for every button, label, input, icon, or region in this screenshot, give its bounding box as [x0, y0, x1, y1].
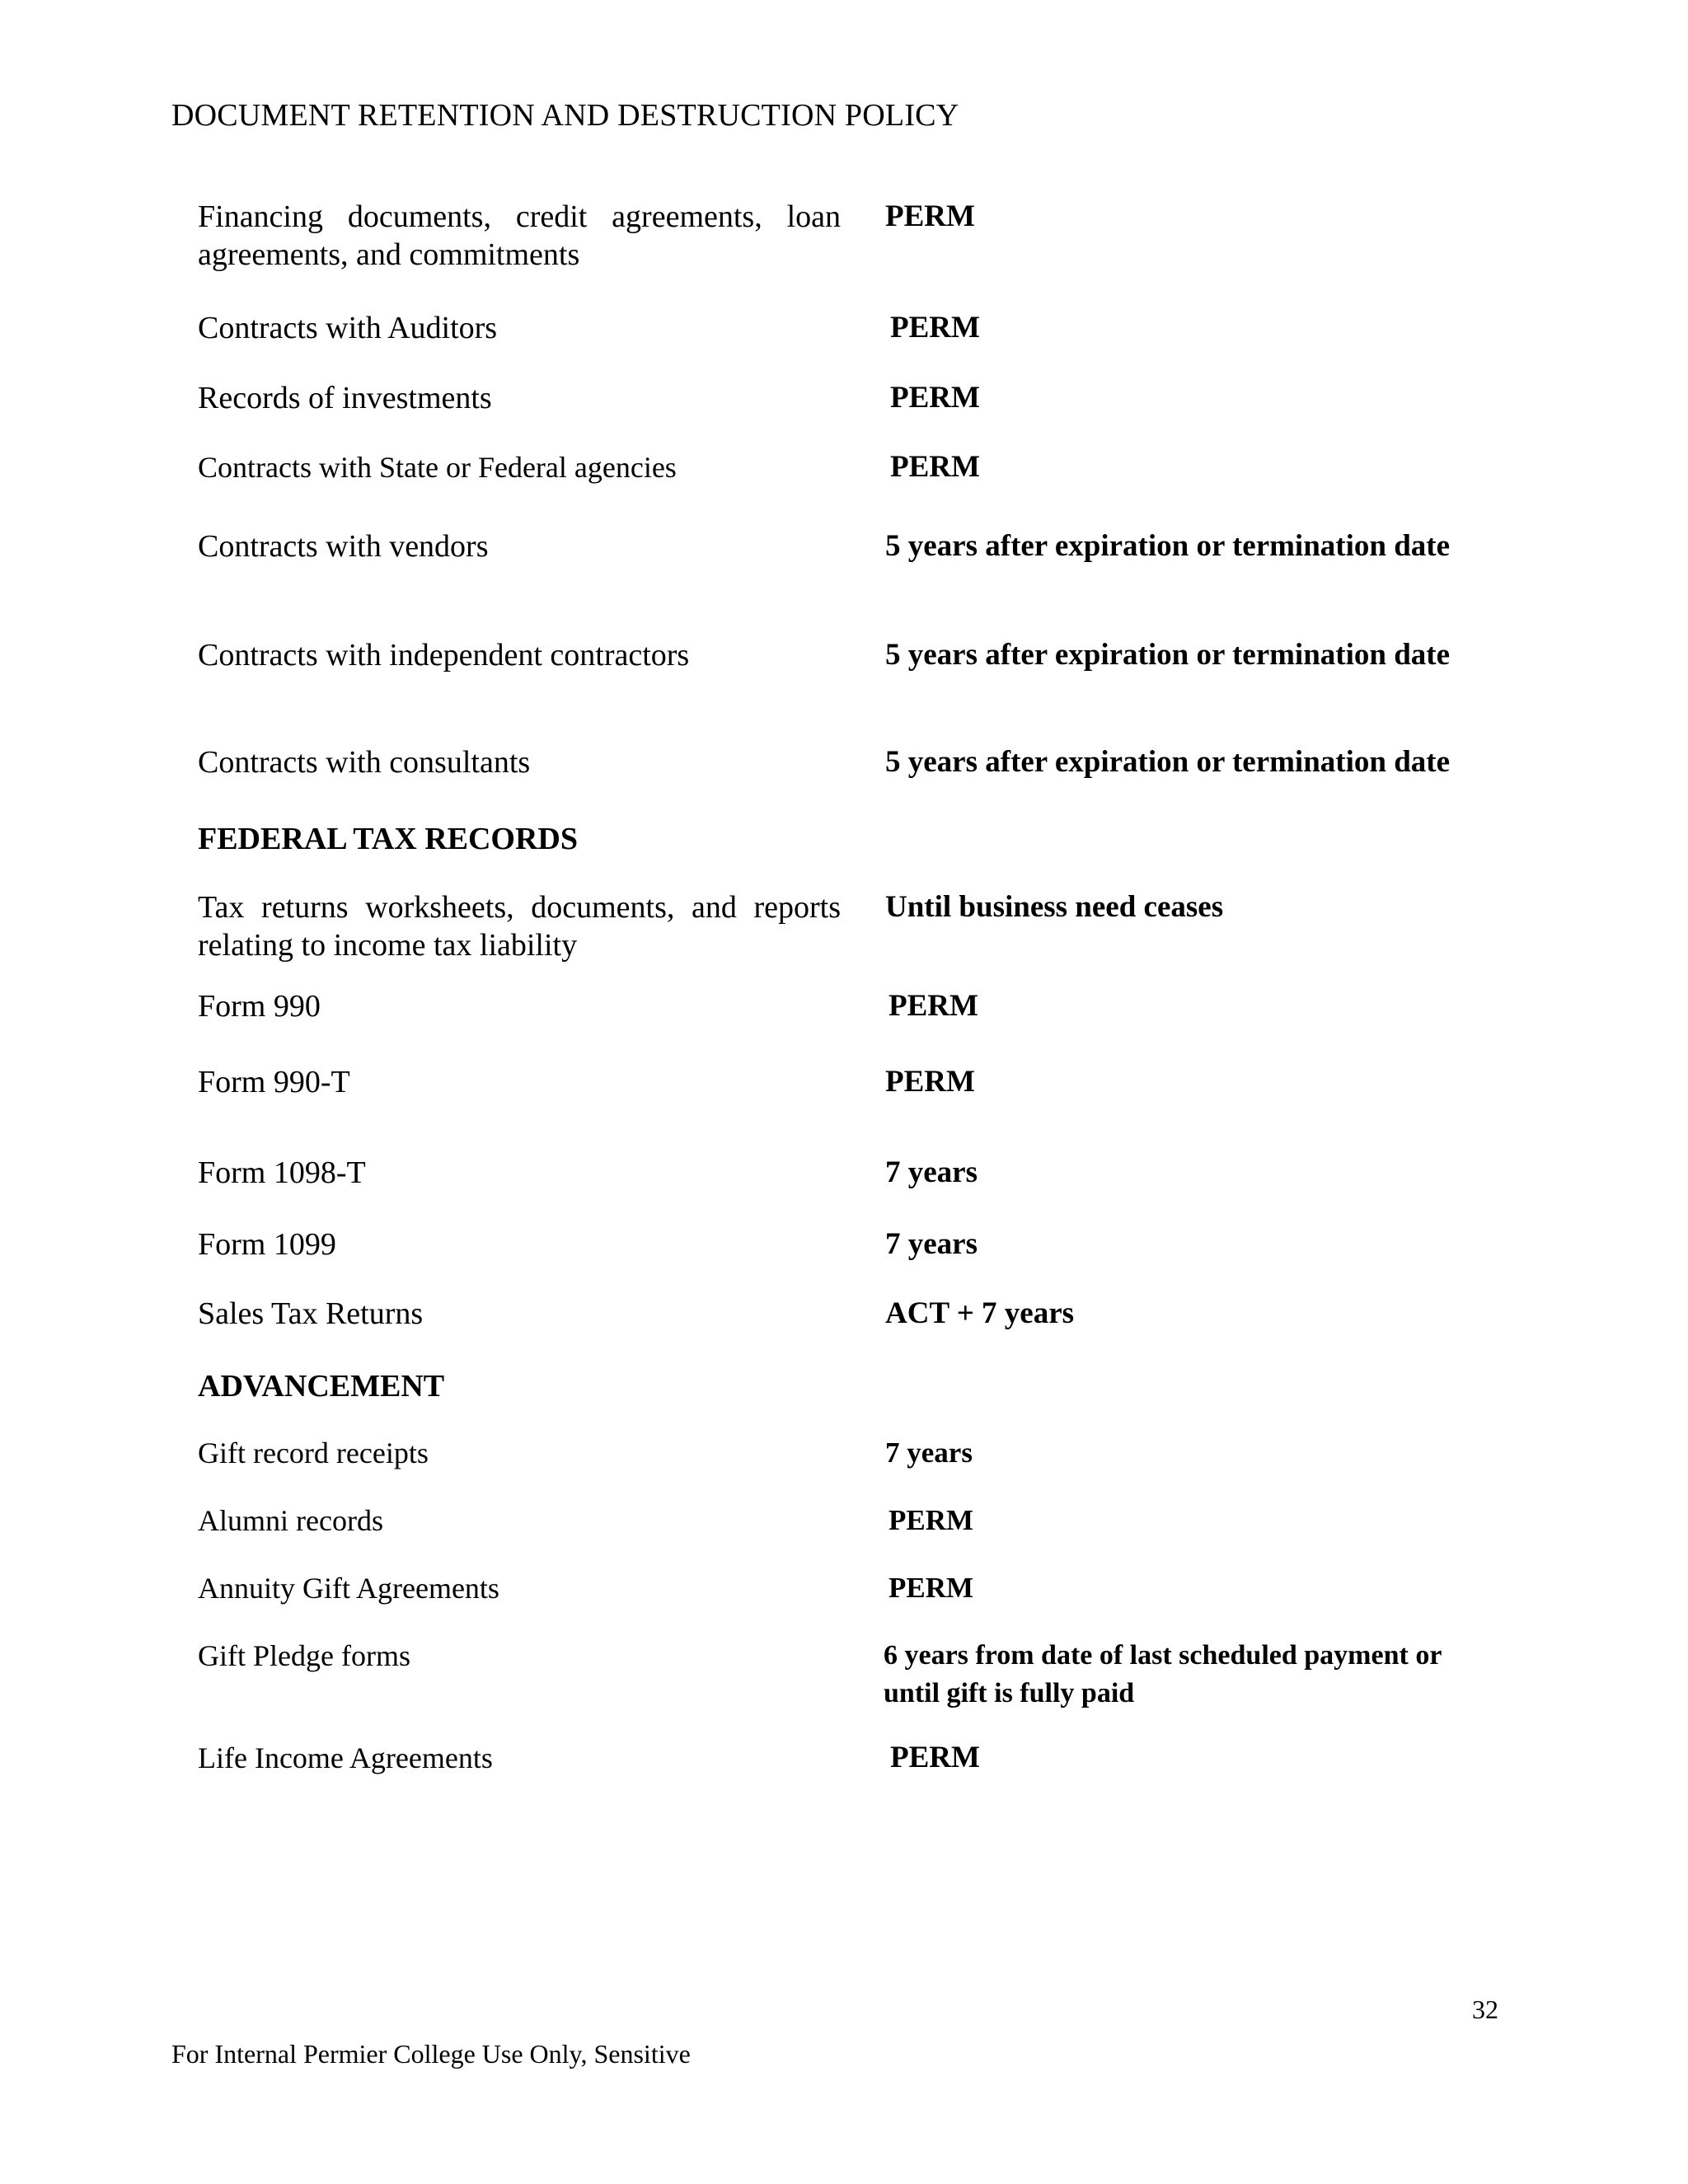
retention-period: PERM	[889, 989, 978, 1023]
record-type-label: Form 990	[198, 989, 321, 1024]
retention-period: Until business need ceases	[885, 890, 1224, 924]
record-type-label: Life Income Agreements	[198, 1741, 493, 1774]
retention-period: 5 years after expiration or termination date	[885, 745, 1451, 779]
record-type-label: Form 1099	[198, 1227, 336, 1262]
record-type-label: Financing documents, credit agreements, loan agreements, and commitments	[198, 199, 841, 272]
retention-period: 7 years	[885, 1155, 978, 1189]
retention-period: 5 years after expiration or termination date	[885, 638, 1451, 672]
record-type-label: Tax returns worksheets, documents, and reports relating to income tax liability	[198, 890, 841, 963]
retention-period: PERM	[889, 1504, 974, 1536]
retention-period: PERM	[885, 199, 975, 233]
record-type-label: Contracts with State or Federal agencies	[198, 451, 677, 484]
record-type-label: Contracts with vendors	[198, 529, 489, 564]
retention-period: PERM	[890, 381, 980, 415]
section-heading-federal-tax-records: FEDERAL TAX RECORDS	[198, 822, 579, 856]
retention-period: 6 years from date of last scheduled payment or until gift is fully paid	[884, 1640, 1442, 1708]
record-type-label: Form 1098-T	[198, 1155, 366, 1190]
record-type-label: Gift Pledge forms	[198, 1639, 410, 1672]
page-number: 32	[1472, 1994, 1498, 2024]
record-type-label: Alumni records	[198, 1504, 383, 1537]
retention-period: PERM	[889, 1572, 974, 1604]
record-type-label: Contracts with consultants	[198, 745, 531, 780]
record-type-label: Records of investments	[198, 381, 492, 415]
retention-period: 7 years	[885, 1436, 973, 1469]
record-type-label: Form 990-T	[198, 1065, 350, 1099]
retention-period: PERM	[890, 450, 980, 484]
record-type-label: Contracts with Auditors	[198, 311, 498, 345]
record-type-label: Contracts with independent contractors	[198, 638, 690, 673]
record-type-label: Sales Tax Returns	[198, 1296, 424, 1331]
retention-period: 5 years after expiration or termination date	[885, 529, 1451, 563]
section-heading-advancement: ADVANCEMENT	[198, 1369, 445, 1404]
record-type-label: Annuity Gift Agreements	[198, 1572, 499, 1605]
retention-period: PERM	[890, 311, 980, 344]
record-type-label: Gift record receipts	[198, 1436, 429, 1469]
footer-notice: For Internal Permier College Use Only, Sensitive	[171, 2039, 691, 2069]
retention-period: ACT + 7 years	[885, 1296, 1075, 1330]
page-title: DOCUMENT RETENTION AND DESTRUCTION POLICY	[171, 98, 959, 133]
retention-period: PERM	[885, 1065, 975, 1099]
retention-period: PERM	[890, 1741, 980, 1774]
retention-period: 7 years	[885, 1227, 978, 1261]
